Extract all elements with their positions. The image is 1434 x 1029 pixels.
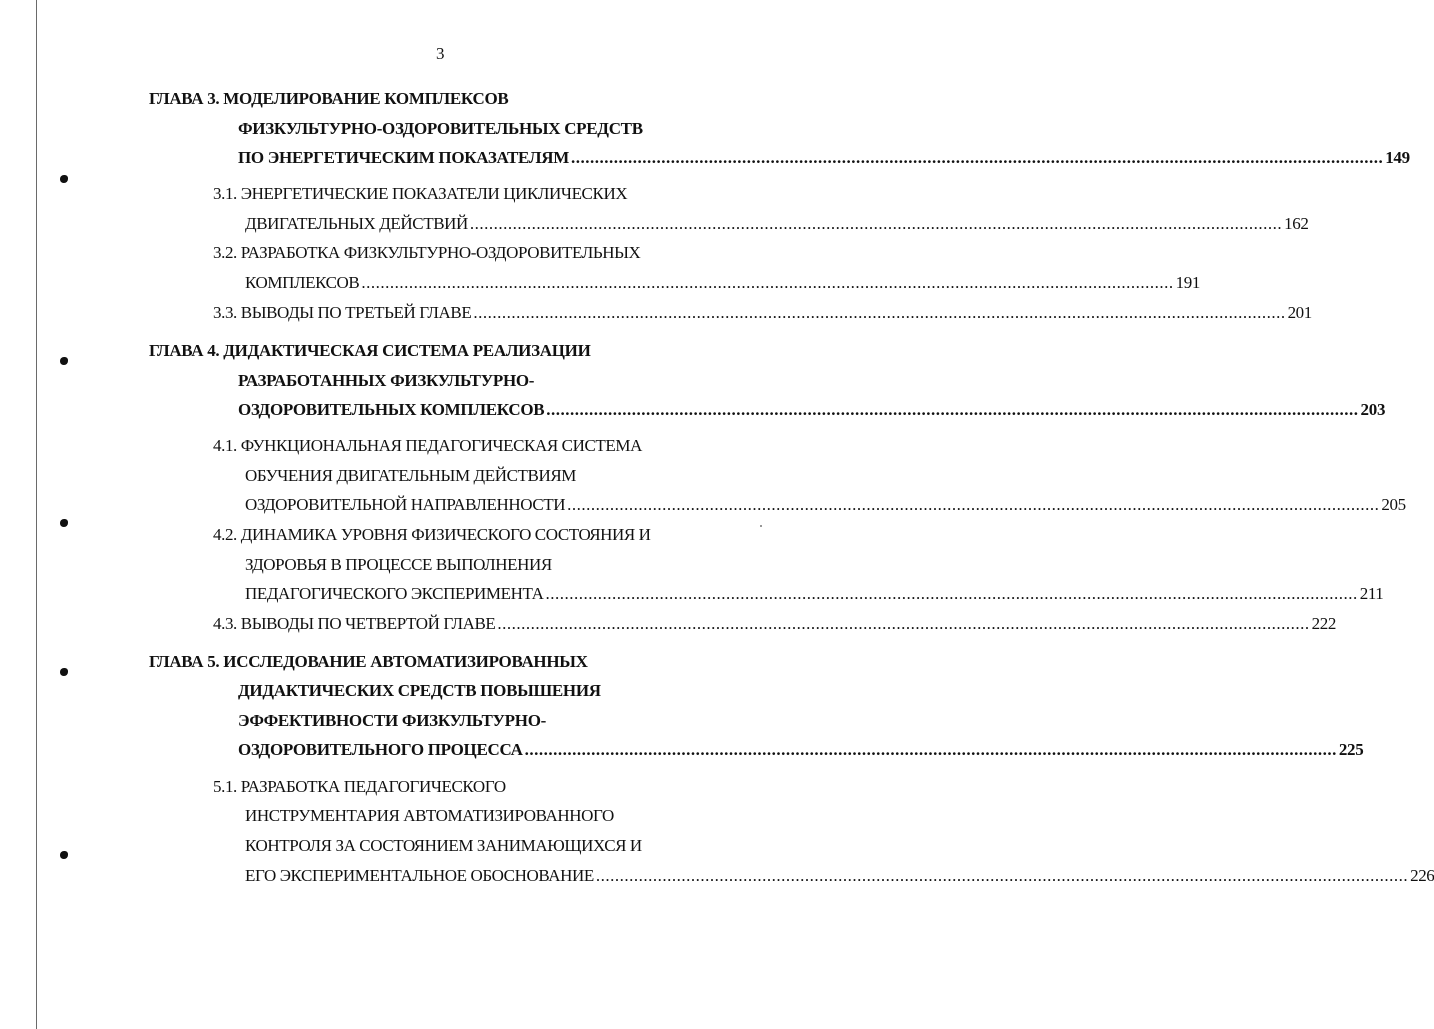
section-3-1-page: 162	[1284, 214, 1309, 233]
section-4-1-entry	[245, 493, 1406, 517]
section-4-3-page: 222	[1311, 614, 1336, 633]
section-4-2-line-3: ПЕДАГОГИЧЕСКОГО ЭКСПЕРИМЕНТА	[245, 584, 544, 603]
leader-dots	[361, 271, 1173, 295]
chapter-4-title-line-3: ОЗДОРОВИТЕЛЬНЫХ КОМПЛЕКСОВ	[238, 400, 545, 419]
section-3-3-title: 3.3. ВЫВОДЫ ПО ТРЕТЬЕЙ ГЛАВЕ	[213, 303, 472, 322]
section-4-2-page: 211	[1359, 584, 1384, 603]
leader-dots	[571, 146, 1383, 170]
leader-dots	[545, 582, 1357, 606]
section-5-1-line-2: ИНСТРУМЕНТАРИЯ АВТОМАТИЗИРОВАННОГО	[245, 806, 614, 825]
chapter-5-title-line-1: ГЛАВА 5. ИССЛЕДОВАНИЕ АВТОМАТИЗИРОВАННЫХ	[149, 652, 588, 671]
section-4-3-title: 4.3. ВЫВОДЫ ПО ЧЕТВЕРТОЙ ГЛАВЕ	[213, 614, 496, 633]
section-4-2-line-1: 4.2. ДИНАМИКА УРОВНЯ ФИЗИЧЕСКОГО СОСТОЯНИЯ И	[213, 525, 651, 544]
chapter-3-page: 149	[1385, 148, 1410, 167]
chapter-5-title-line-3: ЭФФЕКТИВНОСТИ ФИЗКУЛЬТУРНО-	[238, 711, 546, 730]
section-3-2-line-1: 3.2. РАЗРАБОТКА ФИЗКУЛЬТУРНО-ОЗДОРОВИТЕЛЬНЫХ	[213, 243, 641, 262]
chapter-4-entry	[238, 398, 1386, 422]
leader-dots	[473, 301, 1285, 325]
chapter-3-entry	[238, 146, 1410, 170]
chapter-5-title-line-2: ДИДАКТИЧЕСКИХ СРЕДСТВ ПОВЫШЕНИЯ	[238, 681, 601, 700]
page-number: 3	[436, 44, 445, 63]
chapter-5-page: 225	[1338, 740, 1364, 759]
section-4-2-entry	[245, 582, 1384, 606]
chapter-3-title-line-2: ФИЗКУЛЬТУРНО-ОЗДОРОВИТЕЛЬНЫХ СРЕДСТВ	[238, 119, 643, 138]
leader-dots	[525, 738, 1337, 762]
section-5-1-line-1: 5.1. РАЗРАБОТКА ПЕДАГОГИЧЕСКОГО	[213, 777, 506, 796]
section-5-1-line-4: ЕГО ЭКСПЕРИМЕНТАЛЬНОЕ ОБОСНОВАНИЕ	[245, 866, 594, 885]
section-5-1-entry	[245, 864, 1434, 888]
section-3-1-line-2: ДВИГАТЕЛЬНЫХ ДЕЙСТВИЙ	[245, 214, 468, 233]
leader-dots	[470, 212, 1282, 236]
section-3-2-entry	[245, 271, 1200, 295]
chapter-5-entry	[238, 738, 1364, 762]
leader-dots	[546, 398, 1358, 422]
section-4-1-line-3: ОЗДОРОВИТЕЛЬНОЙ НАПРАВЛЕННОСТИ	[245, 495, 566, 514]
leader-dots	[567, 493, 1379, 517]
section-4-2-line-2: ЗДОРОВЬЯ В ПРОЦЕССЕ ВЫПОЛНЕНИЯ	[245, 555, 552, 574]
section-3-1-entry	[245, 212, 1309, 236]
section-4-3-entry	[213, 612, 1336, 636]
section-4-1-page: 205	[1381, 495, 1406, 514]
section-5-1-page: 226	[1410, 866, 1434, 885]
section-5-1-line-3: КОНТРОЛЯ ЗА СОСТОЯНИЕМ ЗАНИМАЮЩИХСЯ И	[245, 836, 642, 855]
chapter-5-title-line-4: ОЗДОРОВИТЕЛЬНОГО ПРОЦЕССА	[238, 740, 523, 759]
chapter-3-title-line-3: ПО ЭНЕРГЕТИЧЕСКИМ ПОКАЗАТЕЛЯМ	[238, 148, 569, 167]
section-4-1-line-1: 4.1. ФУНКЦИОНАЛЬНАЯ ПЕДАГОГИЧЕСКАЯ СИСТЕМА	[213, 436, 642, 455]
section-3-3-page: 201	[1287, 303, 1312, 322]
chapter-3-title-line-1: ГЛАВА 3. МОДЕЛИРОВАНИЕ КОМПЛЕКСОВ	[149, 89, 509, 108]
section-3-2-line-2: КОМПЛЕКСОВ	[245, 273, 360, 292]
leader-dots	[497, 612, 1309, 636]
section-3-3-entry	[213, 301, 1312, 325]
leader-dots	[596, 864, 1408, 888]
section-3-1-line-1: 3.1. ЭНЕРГЕТИЧЕСКИЕ ПОКАЗАТЕЛИ ЦИКЛИЧЕСКИХ	[213, 184, 628, 203]
section-4-1-line-2: ОБУЧЕНИЯ ДВИГАТЕЛЬНЫМ ДЕЙСТВИЯМ	[245, 466, 576, 485]
chapter-4-title-line-1: ГЛАВА 4. ДИДАКТИЧЕСКАЯ СИСТЕМА РЕАЛИЗАЦИИ	[149, 341, 591, 360]
section-3-2-page: 191	[1175, 273, 1200, 292]
chapter-4-page: 203	[1360, 400, 1386, 419]
chapter-4-title-line-2: РАЗРАБОТАННЫХ ФИЗКУЛЬТУРНО-	[238, 371, 535, 390]
